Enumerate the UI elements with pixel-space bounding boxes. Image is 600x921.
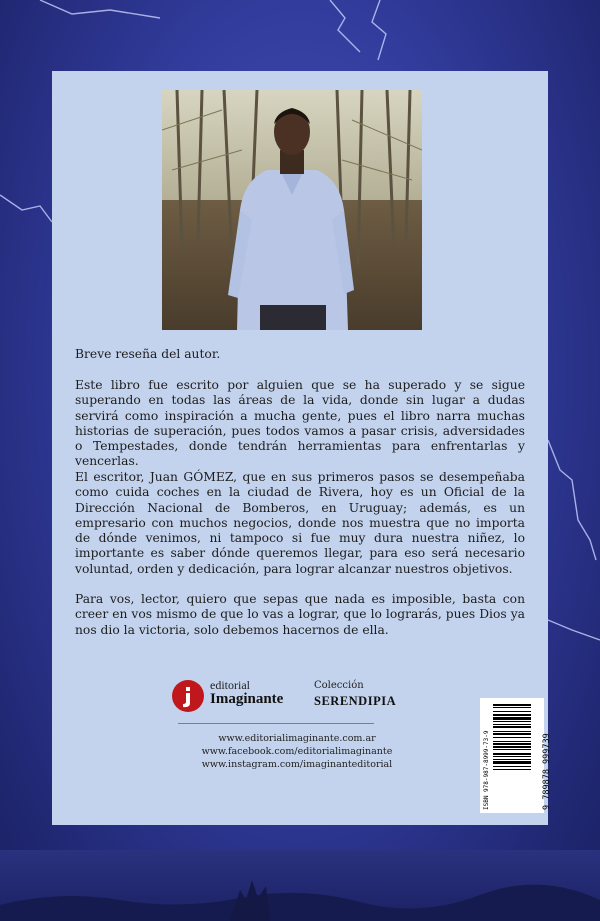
author-portrait-icon bbox=[162, 90, 422, 330]
isbn-barcode bbox=[480, 698, 552, 813]
divider bbox=[178, 723, 374, 724]
collection-label: Colección bbox=[314, 680, 364, 691]
bio-paragraph-3: Para vos, lector, quiero que sepas que nada es imposible, basta con creer en vos mismo de que lo vas a lograr, que lo lograrás, pues Dios ya nos dio la victoria, solo debemos hacernos de ella. bbox=[75, 592, 525, 637]
publisher-line2: Imaginante bbox=[210, 691, 284, 707]
isbn-text: ISBN 978-987-8999-73-9 bbox=[483, 730, 490, 810]
publisher-links bbox=[182, 732, 412, 772]
author-photo bbox=[162, 90, 422, 330]
website-link[interactable]: www.editorialimaginante.com.ar bbox=[218, 733, 376, 744]
instagram-link[interactable]: www.instagram.com/imaginanteditorial bbox=[201, 759, 393, 771]
collection-name: SERENDIPIA bbox=[314, 694, 397, 708]
bio-paragraph-1: Este libro fue escrito por alguien que se ha superado y se sigue superando en todas las áreas de la vida, donde sin lugar a dudas servirá como inspiración a mucha gente, pues el libro narra muchas historias de superación, pues todos vamos a pasar crisis, adversidades o Tempestades, donde tendrán herramientas para enfrentarlas y vencerlas. bbox=[75, 378, 525, 469]
ground-silhouette bbox=[0, 850, 600, 921]
publisher-logos bbox=[170, 676, 430, 716]
imaginante-logo-icon bbox=[170, 678, 206, 714]
publisher-line1: editorial bbox=[210, 678, 250, 692]
barcode-digits: 9 789878 999739 bbox=[542, 733, 552, 810]
back-cover-panel bbox=[52, 71, 552, 825]
bio-paragraph-2: El escritor, Juan GÓMEZ, que en sus primeros pasos se desempeñaba como cuida coches en la ciudad de Rivera, hoy es un Oficial de la Dirección Nacional de Bomberos, en Uruguay; además, es un empresario con muchos negocios, donde nos muestra que no importa de dónde venimos, ni tampoco si fue muy dura nuestra niñez, lo importante es saber dónde queremos llegar, para eso será necesario voluntad, orden y dedicación, para lograr alcanzar nuestros objetivos. bbox=[75, 470, 525, 576]
facebook-link[interactable]: www.facebook.com/editorialimaginante bbox=[201, 746, 393, 758]
bio-heading: Breve reseña del autor. bbox=[75, 347, 221, 361]
